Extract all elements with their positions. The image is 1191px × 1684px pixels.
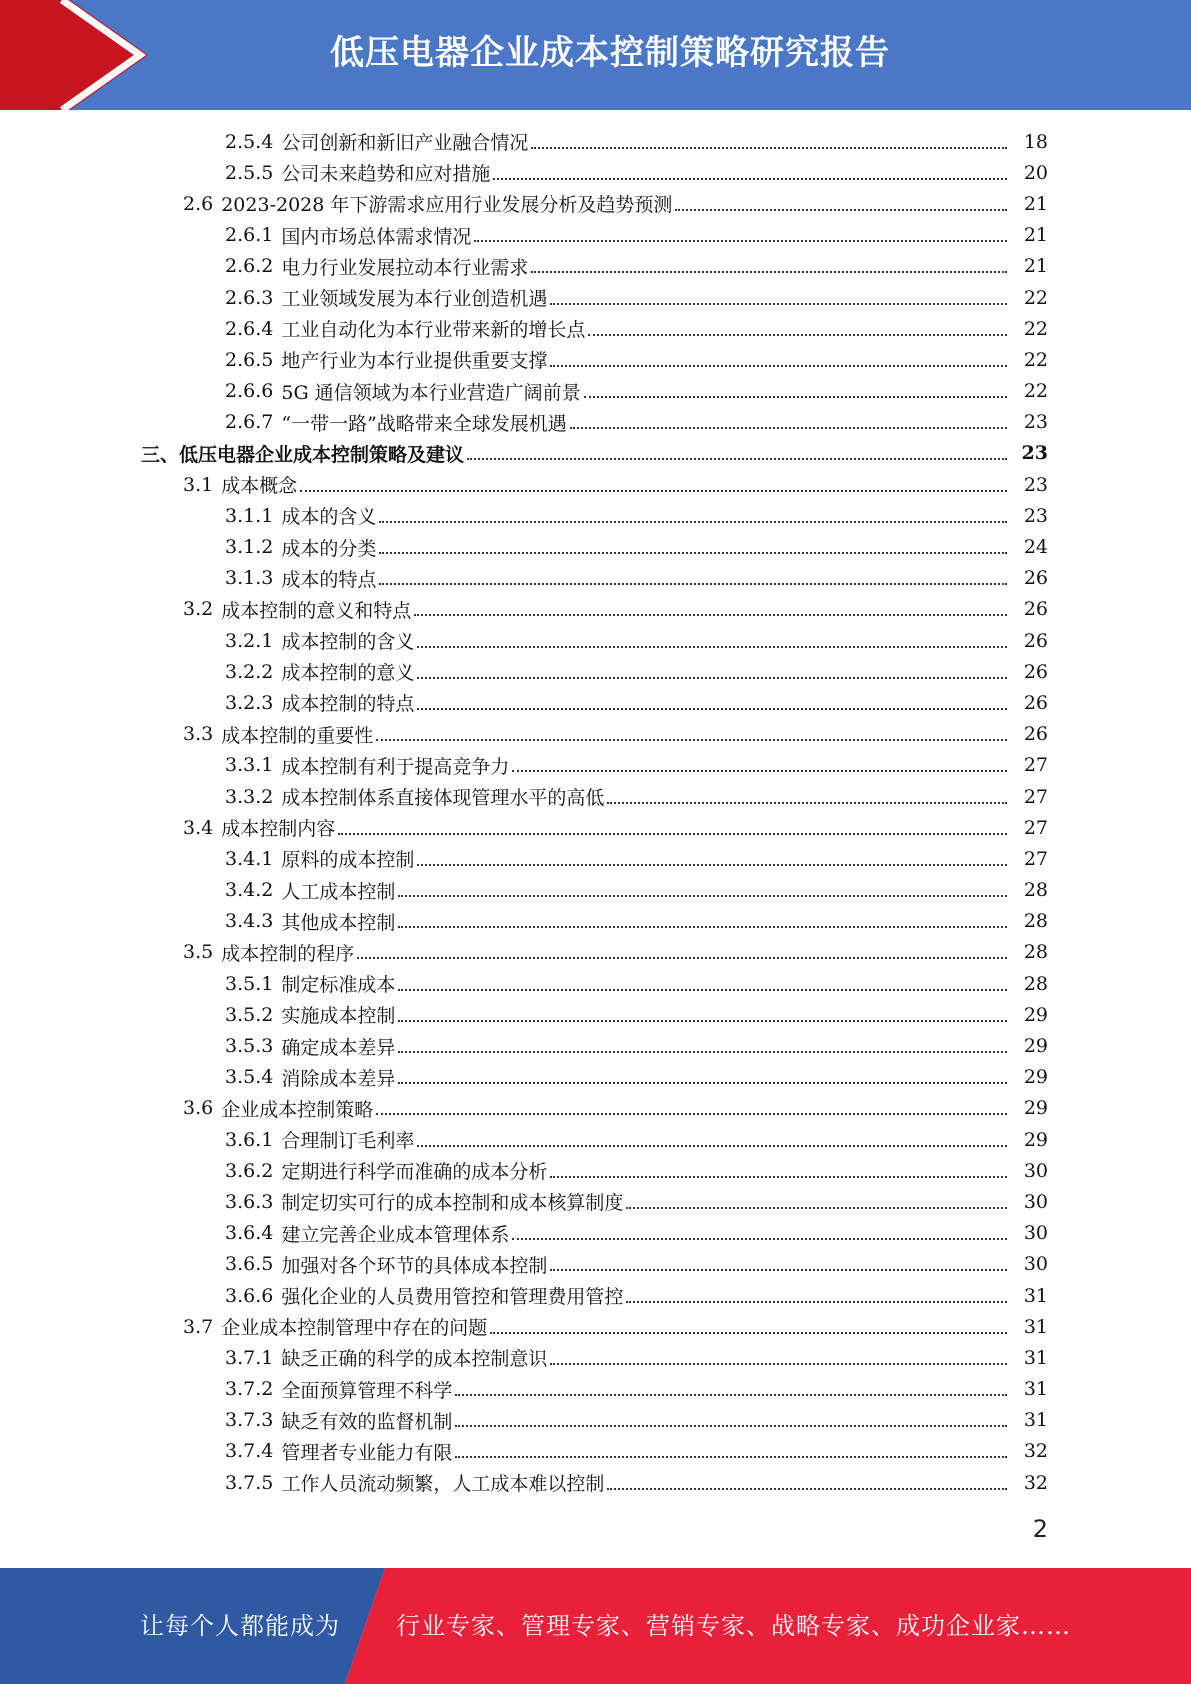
toc-dot-leader — [490, 1332, 1007, 1334]
toc-entry-title: 成本控制有利于提高竞争力 — [281, 755, 510, 778]
toc-entry[interactable] — [0, 126, 1191, 157]
toc-entry-title: 低压电器企业成本控制策略及建议 — [179, 443, 465, 466]
toc-dot-leader — [338, 833, 1007, 835]
toc-entry-title: 人工成本控制 — [281, 880, 396, 903]
toc-dot-leader — [588, 334, 1007, 336]
header-chevron-graphic — [0, 0, 160, 110]
toc-entry[interactable] — [0, 1436, 1191, 1467]
toc-entry[interactable] — [0, 968, 1191, 999]
toc-entry-page: 26 — [1023, 723, 1048, 746]
toc-entry-number: 2.6.3 — [225, 286, 274, 309]
toc-entry-title: 2023-2028 年下游需求应用行业发展分析及趋势预测 — [221, 194, 673, 217]
toc-dot-leader — [550, 365, 1007, 367]
toc-entry-page: 18 — [1023, 130, 1048, 153]
toc-entry[interactable] — [0, 1249, 1191, 1280]
toc-entry-page: 30 — [1023, 1222, 1048, 1245]
toc-entry-title: 制定切实可行的成本控制和成本核算制度 — [281, 1192, 624, 1215]
toc-entry-title: 其他成本控制 — [281, 911, 396, 934]
toc-entry-page: 24 — [1023, 536, 1048, 559]
toc-entry[interactable] — [0, 1280, 1191, 1311]
toc-entry-page: 23 — [1023, 504, 1048, 527]
toc-dot-leader — [379, 583, 1007, 585]
toc-entry-page: 32 — [1023, 1471, 1048, 1494]
toc-entry-number: 3.7.2 — [225, 1378, 274, 1401]
toc-entry-number: 3.4.2 — [225, 879, 274, 902]
toc-dot-leader — [675, 209, 1007, 211]
toc-entry-number: 3.1.1 — [225, 504, 274, 527]
toc-dot-leader — [376, 1113, 1007, 1115]
toc-entry[interactable] — [0, 687, 1191, 718]
toc-entry-title: 成本控制的意义 — [281, 662, 415, 685]
page-number: 2 — [1032, 1515, 1048, 1543]
toc-entry[interactable] — [0, 469, 1191, 500]
toc-entry-number: 3.7 — [183, 1315, 214, 1338]
toc-entry-title: 合理制订毛利率 — [281, 1130, 415, 1153]
toc-entry-title: 加强对各个环节的具体成本控制 — [281, 1254, 548, 1277]
toc-entry-number: 3.5 — [183, 941, 214, 964]
toc-entry-title: 缺乏正确的科学的成本控制意识 — [281, 1348, 548, 1371]
toc-entry-title: 工业自动化为本行业带来新的增长点 — [281, 319, 586, 342]
toc-dot-leader — [398, 1051, 1007, 1053]
toc-entry-title: 成本控制的程序 — [221, 942, 355, 965]
toc-entry[interactable] — [0, 1124, 1191, 1155]
toc-entry-title: 企业成本控制策略 — [221, 1098, 374, 1121]
toc-entry-page: 22 — [1023, 348, 1048, 371]
toc-entry-page: 29 — [1023, 1097, 1048, 1120]
toc-entry-page: 26 — [1023, 691, 1048, 714]
toc-entry[interactable] — [0, 531, 1191, 562]
toc-entry-title: 缺乏有效的监督机制 — [281, 1410, 453, 1433]
toc-entry-number: 3.5.1 — [225, 972, 274, 995]
toc-dot-leader — [398, 1020, 1007, 1022]
toc-entry-page: 21 — [1023, 192, 1048, 215]
toc-entry[interactable] — [0, 157, 1191, 188]
toc-entry[interactable] — [0, 750, 1191, 781]
toc-dot-leader — [417, 708, 1007, 710]
toc-entry[interactable] — [0, 282, 1191, 313]
toc-entry-number: 3.6.4 — [225, 1222, 274, 1245]
toc-entry-page: 27 — [1023, 785, 1048, 808]
toc-entry-number: 3.4.1 — [225, 847, 274, 870]
toc-entry-page: 28 — [1023, 972, 1048, 995]
toc-entry[interactable] — [0, 1405, 1191, 1436]
toc-dot-leader — [379, 552, 1007, 554]
toc-entry-title: 5G 通信领域为本行业营造广阔前景 — [281, 381, 581, 404]
toc-dot-leader — [455, 1456, 1007, 1458]
toc-entry-title: 制定标准成本 — [281, 974, 396, 997]
toc-entry-title: “一带一路”战略带来全球发展机遇 — [281, 412, 567, 435]
toc-dot-leader — [467, 458, 1007, 460]
toc-dot-leader — [550, 1176, 1007, 1178]
toc-dot-leader — [626, 1301, 1007, 1303]
toc-entry[interactable] — [0, 999, 1191, 1030]
toc-entry-number: 3.1 — [183, 473, 214, 496]
toc-entry-page: 23 — [1023, 473, 1048, 496]
toc-dot-leader — [398, 895, 1007, 897]
toc-dot-leader — [398, 926, 1007, 928]
toc-entry-number: 3.7.1 — [225, 1346, 274, 1369]
toc-entry-number: 3.2.3 — [225, 691, 274, 714]
toc-dot-leader — [417, 1145, 1007, 1147]
toc-entry[interactable] — [0, 1342, 1191, 1373]
toc-entry-number: 3.5.3 — [225, 1035, 274, 1058]
toc-entry-title: 成本控制内容 — [221, 818, 336, 841]
toc-dot-leader — [512, 1238, 1007, 1240]
toc-dot-leader — [414, 614, 1007, 616]
toc-entry[interactable] — [0, 906, 1191, 937]
toc-entry[interactable] — [0, 1467, 1191, 1498]
toc-dot-leader — [379, 521, 1007, 523]
toc-dot-leader — [493, 178, 1007, 180]
toc-entry[interactable] — [0, 1155, 1191, 1186]
toc-entry-title: 成本概念 — [221, 475, 298, 498]
toc-entry-page: 21 — [1023, 255, 1048, 278]
toc-entry-title: 成本控制的特点 — [281, 693, 415, 716]
toc-entry-page: 26 — [1023, 598, 1048, 621]
toc-entry-title: 强化企业的人员费用管控和管理费用管控 — [281, 1286, 624, 1309]
toc-entry-number: 3.7.5 — [225, 1471, 274, 1494]
toc-entry[interactable] — [0, 594, 1191, 625]
toc-entry[interactable] — [0, 1093, 1191, 1124]
toc-entry-page: 31 — [1023, 1315, 1048, 1338]
toc-entry-number: 3.2.2 — [225, 660, 274, 683]
toc-dot-leader — [300, 490, 1007, 492]
toc-entry-title: 公司未来趋势和应对措施 — [281, 163, 491, 186]
toc-entry-page: 23 — [1021, 442, 1048, 465]
toc-entry-page: 27 — [1023, 816, 1048, 839]
toc-entry-title: 国内市场总体需求情况 — [281, 225, 472, 248]
toc-dot-leader — [607, 1488, 1007, 1490]
toc-entry[interactable] — [0, 875, 1191, 906]
toc-dot-leader — [417, 864, 1007, 866]
toc-entry-number: 3.6.5 — [225, 1253, 274, 1276]
toc-dot-leader — [398, 989, 1007, 991]
toc-dot-leader — [512, 770, 1007, 772]
toc-entry-page: 29 — [1023, 1003, 1048, 1026]
toc-entry[interactable] — [0, 500, 1191, 531]
toc-entry-number: 3.7.4 — [225, 1440, 274, 1463]
toc-dot-leader — [570, 427, 1007, 429]
toc-entry[interactable] — [0, 407, 1191, 438]
toc-entry[interactable] — [0, 563, 1191, 594]
toc-entry-number: 3.3 — [183, 723, 214, 746]
toc-entry-page: 30 — [1023, 1190, 1048, 1213]
toc-entry-page: 29 — [1023, 1035, 1048, 1058]
toc-entry[interactable] — [0, 313, 1191, 344]
toc-entry-page: 30 — [1023, 1253, 1048, 1276]
toc-entry-title: 原料的成本控制 — [281, 849, 415, 872]
toc-entry-page: 26 — [1023, 629, 1048, 652]
toc-entry[interactable] — [0, 1062, 1191, 1093]
toc-dot-leader — [398, 1082, 1007, 1084]
toc-entry-title: 成本的含义 — [281, 506, 377, 529]
toc-entry[interactable] — [0, 625, 1191, 656]
footer-slogan-left: 让每个人都能成为 — [140, 1612, 340, 1640]
toc-dot-leader — [584, 396, 1007, 398]
toc-dot-leader — [531, 147, 1007, 149]
toc-entry[interactable] — [0, 438, 1191, 469]
toc-dot-leader — [417, 677, 1007, 679]
toc-entry[interactable] — [0, 1186, 1191, 1217]
page-header — [0, 0, 1191, 110]
toc-entry-page: 28 — [1023, 910, 1048, 933]
toc-entry[interactable] — [0, 781, 1191, 812]
toc-entry-number: 3.6.6 — [225, 1284, 274, 1307]
toc-entry[interactable] — [0, 376, 1191, 407]
toc-dot-leader — [550, 303, 1007, 305]
toc-entry-title: 地产行业为本行业提供重要支撑 — [281, 350, 548, 373]
toc-entry-page: 29 — [1023, 1128, 1048, 1151]
toc-entry-number: 2.6.2 — [225, 255, 274, 278]
toc-entry-page: 32 — [1023, 1440, 1048, 1463]
page-footer — [0, 1568, 1191, 1684]
toc-entry-page: 28 — [1023, 941, 1048, 964]
toc-entry-page: 26 — [1023, 567, 1048, 590]
toc-entry-number: 三、 — [141, 443, 180, 466]
toc-entry-number: 3.3.1 — [225, 754, 274, 777]
toc-entry-number: 3.5.4 — [225, 1066, 274, 1089]
toc-entry-page: 31 — [1023, 1409, 1048, 1432]
toc-entry-number: 3.1.3 — [225, 567, 274, 590]
toc-entry-number: 3.5.2 — [225, 1003, 274, 1026]
toc-entry-number: 3.2.1 — [225, 629, 274, 652]
toc-dot-leader — [376, 739, 1007, 741]
toc-dot-leader — [550, 1363, 1007, 1365]
toc-dot-leader — [626, 1207, 1007, 1209]
document-title: 低压电器企业成本控制策略研究报告 — [330, 33, 890, 73]
toc-entry-page: 27 — [1023, 847, 1048, 870]
toc-entry-page: 23 — [1023, 411, 1048, 434]
toc-entry-title: 成本的分类 — [281, 537, 377, 560]
toc-entry[interactable] — [0, 812, 1191, 843]
toc-dot-leader — [357, 957, 1007, 959]
toc-entry[interactable] — [0, 251, 1191, 282]
toc-entry[interactable] — [0, 937, 1191, 968]
toc-entry[interactable] — [0, 1311, 1191, 1342]
toc-entry-page: 28 — [1023, 879, 1048, 902]
toc-entry-title: 建立完善企业成本管理体系 — [281, 1223, 510, 1246]
table-of-contents — [0, 126, 1191, 1498]
toc-entry-title: 管理者专业能力有限 — [281, 1441, 453, 1464]
toc-entry-title: 公司创新和新旧产业融合情况 — [281, 132, 529, 155]
toc-entry-page: 21 — [1023, 224, 1048, 247]
toc-entry-number: 3.6.2 — [225, 1159, 274, 1182]
toc-dot-leader — [417, 646, 1007, 648]
toc-entry-number: 3.6 — [183, 1097, 214, 1120]
toc-entry-page: 22 — [1023, 380, 1048, 403]
toc-entry-number: 2.6.1 — [225, 224, 274, 247]
footer-slogan-right: 行业专家、管理专家、营销专家、战略专家、成功企业家…… — [396, 1612, 1071, 1640]
toc-entry-title: 电力行业发展拉动本行业需求 — [281, 256, 529, 279]
toc-dot-leader — [550, 1269, 1007, 1271]
toc-entry-title: 确定成本差异 — [281, 1036, 396, 1059]
toc-entry-number: 3.2 — [183, 598, 214, 621]
toc-entry-title: 成本控制的含义 — [281, 631, 415, 654]
toc-entry-title: 成本控制的重要性 — [221, 724, 374, 747]
toc-dot-leader — [455, 1425, 1007, 1427]
toc-entry-title: 成本控制体系直接体现管理水平的高低 — [281, 787, 605, 810]
toc-entry-number: 2.6.7 — [225, 411, 274, 434]
toc-entry-number: 3.3.2 — [225, 785, 274, 808]
toc-entry-title: 企业成本控制管理中存在的问题 — [221, 1317, 488, 1340]
toc-entry[interactable] — [0, 220, 1191, 251]
toc-dot-leader — [607, 802, 1007, 804]
toc-entry[interactable] — [0, 656, 1191, 687]
toc-dot-leader — [531, 271, 1007, 273]
toc-entry[interactable] — [0, 1030, 1191, 1061]
toc-entry-number: 2.6 — [183, 192, 214, 215]
toc-entry-number: 2.5.5 — [225, 161, 274, 184]
toc-entry-title: 工作人员流动频繁，人工成本难以控制 — [281, 1473, 605, 1496]
toc-entry-number: 2.5.4 — [225, 130, 274, 153]
toc-entry-title: 成本控制的意义和特点 — [221, 599, 412, 622]
toc-entry-number: 2.6.4 — [225, 317, 274, 340]
toc-entry[interactable] — [0, 1374, 1191, 1405]
toc-entry-number: 3.4 — [183, 816, 214, 839]
toc-entry-page: 31 — [1023, 1346, 1048, 1369]
toc-entry-number: 3.6.3 — [225, 1190, 274, 1213]
toc-entry-number: 3.6.1 — [225, 1128, 274, 1151]
toc-dot-leader — [474, 240, 1007, 242]
toc-entry-title: 实施成本控制 — [281, 1005, 396, 1028]
toc-entry-title: 消除成本差异 — [281, 1067, 396, 1090]
toc-entry-number: 3.4.3 — [225, 910, 274, 933]
toc-entry-number: 2.6.5 — [225, 348, 274, 371]
toc-entry[interactable] — [0, 344, 1191, 375]
toc-entry-title: 工业领域发展为本行业创造机遇 — [281, 288, 548, 311]
toc-entry[interactable] — [0, 719, 1191, 750]
toc-entry-title: 成本的特点 — [281, 568, 377, 591]
toc-entry-title: 定期进行科学而准确的成本分析 — [281, 1161, 548, 1184]
toc-entry-number: 3.7.3 — [225, 1409, 274, 1432]
toc-entry[interactable] — [0, 188, 1191, 219]
toc-entry[interactable] — [0, 843, 1191, 874]
toc-entry[interactable] — [0, 1218, 1191, 1249]
toc-entry-page: 26 — [1023, 660, 1048, 683]
toc-entry-number: 3.1.2 — [225, 536, 274, 559]
toc-entry-page: 22 — [1023, 317, 1048, 340]
toc-entry-page: 30 — [1023, 1159, 1048, 1182]
toc-entry-page: 31 — [1023, 1284, 1048, 1307]
toc-entry-number: 2.6.6 — [225, 380, 274, 403]
toc-entry-page: 27 — [1023, 754, 1048, 777]
toc-entry-title: 全面预算管理不科学 — [281, 1379, 453, 1402]
toc-entry-page: 31 — [1023, 1378, 1048, 1401]
toc-dot-leader — [455, 1394, 1007, 1396]
toc-entry-page: 20 — [1023, 161, 1048, 184]
toc-entry-page: 22 — [1023, 286, 1048, 309]
toc-entry-page: 29 — [1023, 1066, 1048, 1089]
